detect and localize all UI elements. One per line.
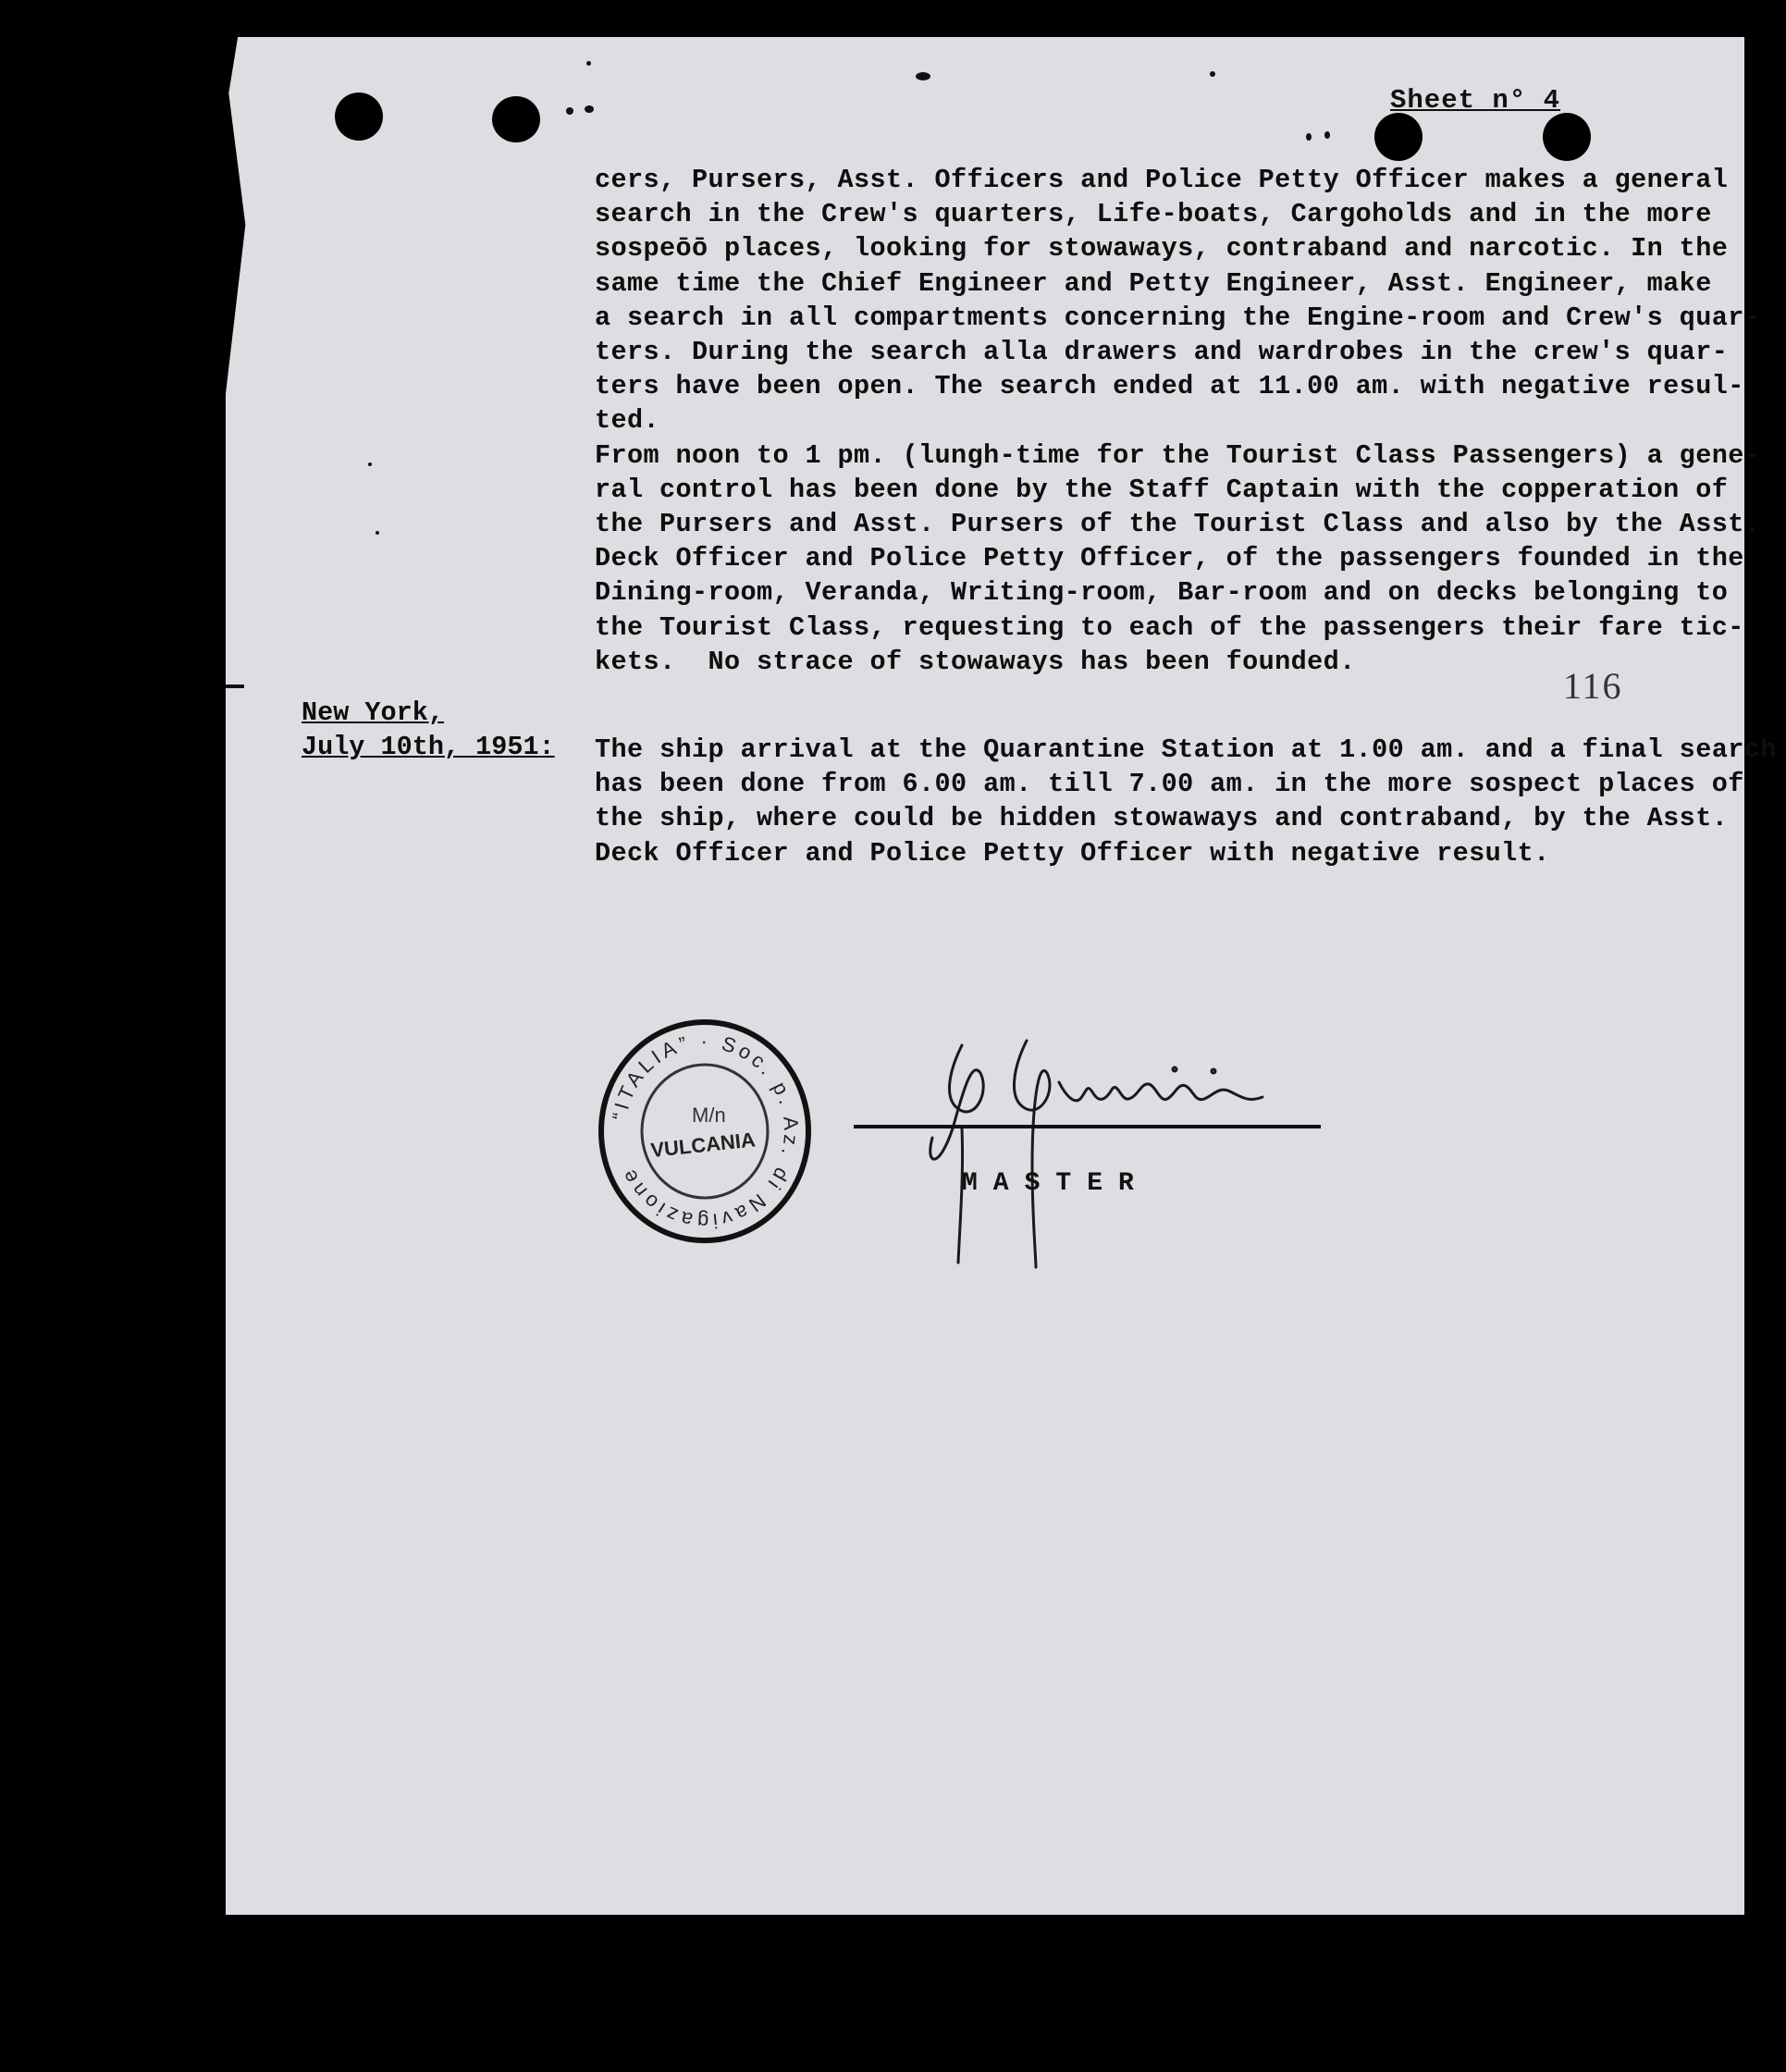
speck (376, 531, 379, 535)
speck (586, 61, 591, 66)
date-place (302, 696, 555, 764)
sheet-number: Sheet n° 4 (1390, 85, 1561, 116)
speck (566, 107, 573, 115)
speck (1306, 133, 1312, 141)
paragraph-1: cers, Pursers, Asst. Officers and Police Petty Officer makes a general search in the Crew's quarters, Life-boats, Cargoholds and in the more sospeōō places, looking for stowaways, contraband and narcotic. In the same time the Chief Engineer and Petty Engineer, Asst. Engineer, make a search in all compartments concerning the Engine-room and Crew's quar- ters. During the search alla drawers and wardrobes in the crew's quar- ters have been open. The search ended at 11.00 am. with negative resul- ted. From noon to 1 pm. (lungh-time for the Tourist Class Passengers) a gene- ral control has been done by the Staff Captain with the copperation of the Pursers and Asst. Pursers of the Tourist Class and also by the Asst. Deck Officer and Police Petty Officer, of the passengers founded in the Dining-room, Veranda, Writing-room, Bar-room and on decks belonging to the Tourist Class, requesting to each of the passengers their fare tic- kets. No strace of stowaways has been founded. (595, 165, 1761, 677)
signature-line (854, 1125, 1321, 1128)
punch-hole (1543, 113, 1591, 161)
speck (585, 105, 594, 113)
paragraph-2: The ship arrival at the Quarantine Station at 1.00 am. and a final has been done from 6.00 am. till 7.00 am. in the more sospect places the ship, where could be hidden stowaways and contraband, by the Asst. Deck Officer and Police Petty Officer with negative result. (595, 734, 1729, 869)
punch-hole (492, 96, 540, 142)
page-number: 116 (1563, 665, 1623, 707)
signature (851, 1018, 1332, 1286)
ship-seal-stamp (594, 1013, 816, 1250)
speck (226, 684, 244, 688)
signature-title: MASTER (962, 1169, 1150, 1198)
speck (368, 462, 372, 466)
speck (1324, 131, 1330, 139)
svg-text:M/n: M/n (692, 1104, 726, 1127)
svg-text:VULCANIA: VULCANIA (649, 1128, 757, 1163)
place: New York, (302, 697, 444, 728)
speck (916, 72, 930, 80)
date: July 10th, 1951: (302, 732, 555, 763)
svg-text:“ITALIA” · Soc. p. Az. di Navi: “ITALIA” · Soc. p. Az. di Navigazione (607, 1029, 804, 1234)
punch-hole (1374, 113, 1423, 161)
punch-hole (335, 92, 383, 141)
speck (1210, 71, 1215, 77)
